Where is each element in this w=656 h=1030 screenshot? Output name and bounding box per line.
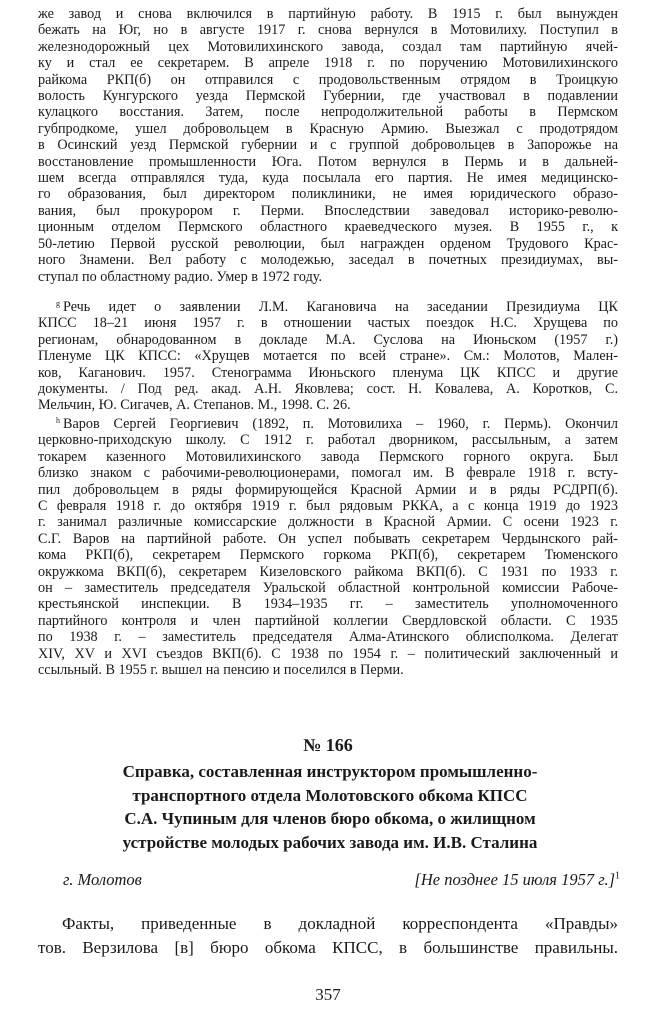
footnote-marker: h [56, 416, 60, 425]
text-line: партийного контроля и член партийной коллегии Свердловской области. С 1935 [38, 612, 618, 629]
text-line: XIV, XV и XVI съездов ВКП(б). С 1938 по 1954 г. – политический заключенный и [38, 645, 618, 662]
text-line: пил добровольцем в ряды формирующейся Красной Армии и в ряды РСДРП(б). [38, 481, 618, 498]
title-line: транспортного отдела Молотовского обкома КПСС [132, 785, 528, 805]
text-line: ссыльный. В 1955 г. вышел на пенсию и поселился в Перми. [38, 662, 404, 679]
text-line: кулацкого восстания. Затем, после непродолжительной работы в Пермском [38, 104, 618, 121]
title-line: С.А. Чупиным для членов бюро обкома, о жилищном [124, 809, 536, 828]
text-line: ку и стал ее секретарем. В апреле 1918 г. по поручению Мотовилихинского [38, 55, 618, 72]
text-line: регионам, обнародованном в докладе М.А. Суслова на Июньском (1957 г.) [38, 331, 618, 348]
text-line: документы. / Под ред. акад. А.Н. Яковлева; сост. Н. Ковалева, А. Коротков, С. [38, 381, 618, 398]
text-line: восстановление промышленности Юга. Потом вернулся в Пермь и в дальней- [38, 153, 618, 170]
text-line: $^g$ Речь идет о заявлении Л.М. Кагановича на заседании Президиума ЦК [56, 299, 618, 315]
text-line: же завод и снова включился в партийную работу. В 1915 г. был вынужден [38, 6, 618, 22]
footnote-h [38, 413, 618, 679]
text-line: ступал по областному радио. Умер в 1972 году. [38, 268, 323, 285]
text-line: вания, был прокурором г. Перми. Впоследствии заведовал историко-револю- [38, 202, 618, 219]
text-line: Мельчин, Ю. Сигачев, А. Степанов. М., 1998. С. 26. [38, 397, 351, 414]
text-line: ционным отделом Пермского областного краеведческого музея. В 1955 г., к [38, 219, 618, 236]
text-line: по 1938 г. – заместитель председателя Алма-Атинского облисполкома. Делегат [38, 629, 618, 646]
text-line: волость Кунгурского уезда Пермской Губернии, где участвовал в подавлении [38, 88, 618, 105]
text-line: ков, Каганович. 1957. Стенограмма Июньского пленума ЦК КПСС и другие [38, 364, 618, 381]
document-place: г. Молотов [63, 870, 142, 889]
text-line: церковно-приходскую школу. С 1912 г. работал дворником, рассыльным, а затем [38, 432, 618, 449]
body-line: Факты, приведенные в докладной корреспондента «Правды» [62, 914, 618, 933]
footnote-marker: g [56, 299, 60, 308]
text-line: го образования, был директором поликлиники, не имея юридического образо- [38, 186, 618, 203]
document-title [60, 760, 600, 854]
body-line: тов. Верзилова [в] бюро обкома КПСС, в большинстве правильны. [38, 938, 618, 957]
text-line: в Осинский уезд Пермской губернии и с группой добровольцев в Запорожье на [38, 137, 618, 154]
text-line: окружкома ВКП(б), секретарем Кизеловского райкома ВКП(б). С 1931 по 1933 г. [38, 563, 618, 580]
text-line: 50-летию Первой русской революции, был награжден орденом Трудового Крас- [38, 235, 618, 252]
text-line: железнодорожный цех Мотовилихинского завода, создал там партийную ячей- [38, 38, 618, 55]
title-line: Справка, составленная инструктором промышленно- [122, 762, 538, 781]
text-line: крестьянской инспекции. В 1934–1935 гг. – заместитель уполномоченного [38, 596, 618, 613]
text-line: КПСС 18–21 июня 1957 г. в отношении частых поездок Н.С. Хрущева по [38, 315, 618, 332]
page-number: 357 [315, 985, 341, 1004]
text-line: ного Знамени. Вел работу с молодежью, заседал в почетных президиумах, вы- [38, 252, 618, 269]
text-line: губпродкоме, ушел добровольцем в Красную Армию. Выезжал с продотрядом [38, 120, 618, 137]
text-line: райкома РКП(б) он отправился с продовольственным отрядом в Троицкую [38, 71, 618, 88]
text-line: Пленуме ЦК КПСС: «Хрущев мотается по всей стране». См.: Молотов, Мален- [38, 348, 618, 365]
text-line: $^h$ Варов Сергей Георгиевич (1892, п. Мотовилиха – 1960, г. Пермь). Окончил [56, 416, 618, 432]
date-note-marker: 1 [615, 870, 620, 882]
text-line: токарем казенного Мотовилихинского завода Пермского горного округа. Был [38, 448, 618, 465]
text-line: С февраля 1918 г. до октября 1919 г. был рядовым РККА, а с конца 1919 до 1923 [38, 498, 618, 515]
text-line: шем всегда отправлялся туда, куда посылала его партия. Не имея медицинско- [38, 170, 618, 187]
text-line: кома РКП(б), секретарем Пермского горкома РКП(б), секретарем Тюменского [38, 547, 618, 564]
footnote-g [38, 296, 618, 414]
document-date: [Не позднее 15 июля 1957 г.]$^1$ [414, 870, 620, 889]
footnote-continued [38, 6, 618, 285]
text-line: бежать на Юг, но в августе 1917 г. снова вернулся в Мотовилиху. Поступил в [38, 22, 618, 39]
document-body [38, 912, 618, 960]
document-number: № 166 [303, 735, 353, 755]
text-line: близко знаком с рабочими-революционерами, помогал им. В феврале 1918 г. всту- [38, 465, 618, 482]
text-line: он – заместитель председателя Уральской областной контрольной комиссии Рабоче- [38, 580, 618, 597]
text-line: г. занимал различные комиссарские должности в Красной Армии. С осени 1923 г. [38, 514, 618, 531]
title-line: устройстве молодых рабочих завода им. И.В. Сталина [122, 832, 538, 852]
text-line: С.Г. Варов на партийной работе. Он успел побывать секретарем Чердынского рай- [38, 530, 618, 547]
